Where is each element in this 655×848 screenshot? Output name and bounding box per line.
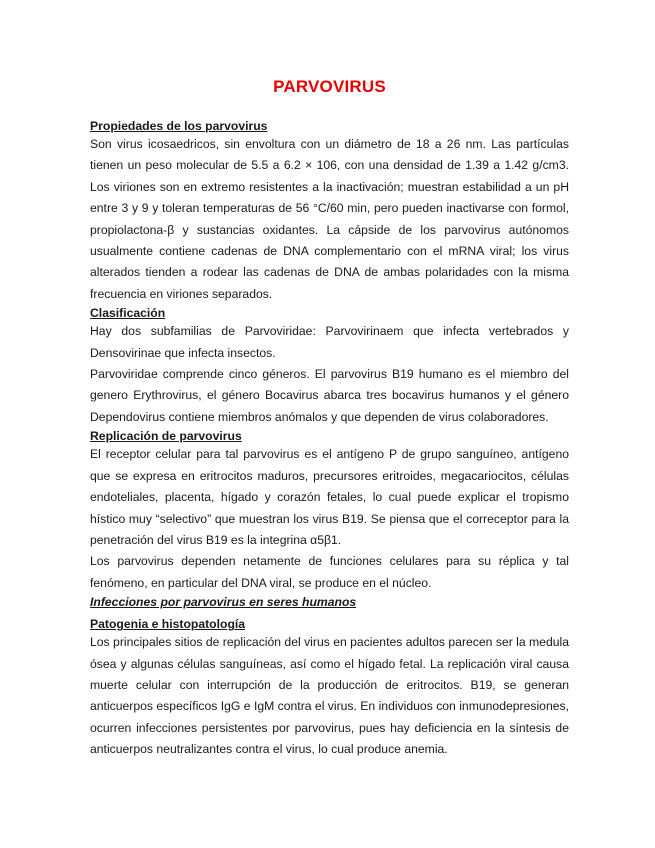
heading-infecciones: Infecciones por parvovirus en seres humanos [90, 595, 357, 610]
heading-propiedades: Propiedades de los parvovirus [90, 119, 268, 133]
paragraph-replicacion-1: El receptor celular para tal parvovirus es el antígeno P de grupo sanguíneo, antígeno que se expresa en eritrocitos maduros, precursores eritroides, megacariocitos, células endoteliales, placenta, hígado y corazón fetales, lo cual puede explicar el tropismo hístico muy “selectivo” que muestran los virus B19. Se piensa que el correceptor para la penetración del virus B19 es la integrina α5β1. [90, 447, 569, 547]
heading-clasificacion: Clasificación [90, 306, 166, 321]
paragraph-patogenia-1: Los principales sitios de replicación del virus en pacientes adultos parecen ser la medula ósea y algunas células sanguíneas, así como el hígado fetal. La replicación viral causa muerte celular con interrupción de la producción de eritrocitos. B19, se generan anticuerpos específicos IgG e IgM contra el virus. En individuos con inmunodepresiones, ocurren infecciones persistentes por parvovirus, pues hay deficiencia en la síntesis de anticuerpos neutralizantes contra el virus, lo cual produce anemia. [90, 635, 569, 757]
paragraph-replicacion-2: Los parvovirus dependen netamente de funciones celulares para su réplica y tal fenómeno, en particular del DNA viral, se produce en el núcleo. [90, 554, 569, 590]
heading-replicacion: Replicación de parvovirus [90, 429, 242, 444]
heading-patogenia: Patogenia e histopatología [90, 617, 246, 632]
paragraph-clasificacion-1: Hay dos subfamilias de Parvoviridae: Parvovirinaem que infecta vertebrados y Densovirinae que infecta insectos. [90, 324, 569, 360]
paragraph-propiedades-1: Son virus icosaedricos, sin envoltura con un diámetro de 18 a 26 nm. Las partículas tienen un peso molecular de 5.5 a 6.2 × 106, con una densidad de 1.39 a 1.42 g/cm3. Los viriones son en extremo resistentes a la inactivación; muestran estabilidad a un pH entre 3 y 9 y toleran temperaturas de 56 °C/60 min, pero pueden inactivarse con formol, propiolactona-β y sustancias oxidantes. La cápside de los parvovirus autónomos usualmente contiene cadenas de DNA complementario con el mRNA viral; los virus alterados tienden a rodear las cadenas de DNA de ambas polaridades con la misma frecuencia en viriones separados. [90, 137, 569, 301]
page-title: PARVOVIRUS [273, 77, 386, 96]
paragraph-clasificacion-2: Parvoviridae comprende cinco géneros. El parvovirus B19 humano es el miembro del genero Erythrovirus, el género Bocavirus abarca tres bocavirus humanos y el género Dependovirus contiene miembros anómalos y que dependen de virus colaboradores. [90, 367, 569, 424]
